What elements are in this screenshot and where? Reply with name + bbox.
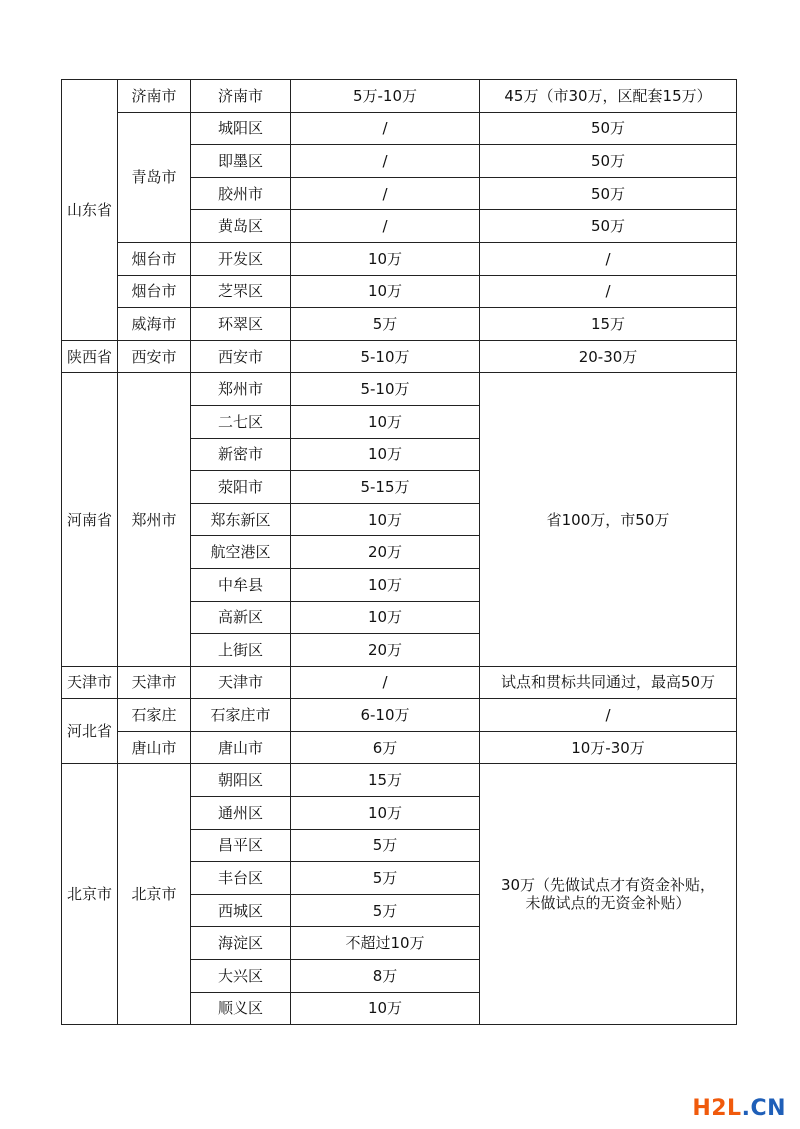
district-cell: 开发区 (191, 242, 291, 275)
district-cell: 西城区 (191, 894, 291, 927)
enterprise-subsidy-cell: 8万 (291, 960, 480, 993)
district-cell: 朝阳区 (191, 764, 291, 797)
district-cell: 环翠区 (191, 308, 291, 341)
district-cell: 中牟县 (191, 568, 291, 601)
enterprise-subsidy-cell: 5-10万 (291, 373, 480, 406)
table-row (62, 340, 737, 373)
pilot-subsidy-cell: / (480, 275, 737, 308)
enterprise-subsidy-cell: 10万 (291, 568, 480, 601)
table-row (62, 80, 737, 113)
district-cell: 郑东新区 (191, 503, 291, 536)
district-cell: 上街区 (191, 634, 291, 667)
district-cell: 胶州市 (191, 177, 291, 210)
enterprise-subsidy-cell: 10万 (291, 405, 480, 438)
enterprise-subsidy-cell: 5万 (291, 308, 480, 341)
table-row (62, 275, 737, 308)
pilot-subsidy-cell: 50万 (480, 112, 737, 145)
district-cell: 昌平区 (191, 829, 291, 862)
table-row (62, 308, 737, 341)
district-cell: 二七区 (191, 405, 291, 438)
enterprise-subsidy-cell: 10万 (291, 992, 480, 1025)
table-row (62, 731, 737, 764)
city-cell: 天津市 (118, 666, 191, 699)
table-row (62, 112, 737, 145)
table-row (62, 242, 737, 275)
province-cell: 河北省 (62, 699, 118, 764)
province-cell: 北京市 (62, 764, 118, 1025)
enterprise-subsidy-cell: 15万 (291, 764, 480, 797)
enterprise-subsidy-cell: 10万 (291, 503, 480, 536)
district-cell: 天津市 (191, 666, 291, 699)
enterprise-subsidy-cell: / (291, 112, 480, 145)
district-cell: 航空港区 (191, 536, 291, 569)
enterprise-subsidy-cell: 10万 (291, 601, 480, 634)
city-cell: 烟台市 (118, 275, 191, 308)
enterprise-subsidy-cell: 5万-10万 (291, 80, 480, 113)
district-cell: 丰台区 (191, 862, 291, 895)
district-cell: 唐山市 (191, 731, 291, 764)
district-cell: 新密市 (191, 438, 291, 471)
table-row (62, 764, 737, 797)
pilot-subsidy-cell: / (480, 699, 737, 732)
city-cell: 郑州市 (118, 373, 191, 666)
province-cell: 山东省 (62, 80, 118, 341)
enterprise-subsidy-cell: 5万 (291, 894, 480, 927)
enterprise-subsidy-cell: 5-10万 (291, 340, 480, 373)
pilot-subsidy-cell (480, 764, 737, 1025)
pilot-subsidy-line: 未做试点的无资金补贴） (525, 894, 691, 913)
district-cell: 石家庄市 (191, 699, 291, 732)
enterprise-subsidy-cell: 20万 (291, 536, 480, 569)
district-cell: 芝罘区 (191, 275, 291, 308)
watermark-dot: . (741, 1096, 751, 1121)
enterprise-subsidy-cell: 20万 (291, 634, 480, 667)
city-cell: 北京市 (118, 764, 191, 1025)
enterprise-subsidy-cell: 5-15万 (291, 471, 480, 504)
city-cell: 烟台市 (118, 242, 191, 275)
pilot-subsidy-cell: 45万（市30万，区配套15万） (480, 80, 737, 113)
district-cell: 西安市 (191, 340, 291, 373)
enterprise-subsidy-cell: 5万 (291, 862, 480, 895)
city-cell: 石家庄 (118, 699, 191, 732)
table-row (62, 666, 737, 699)
district-cell: 海淀区 (191, 927, 291, 960)
enterprise-subsidy-cell: 6万 (291, 731, 480, 764)
pilot-subsidy-cell: 10万-30万 (480, 731, 737, 764)
city-cell: 济南市 (118, 80, 191, 113)
pilot-subsidy-cell: 15万 (480, 308, 737, 341)
pilot-subsidy-cell: 50万 (480, 145, 737, 178)
table-row (62, 373, 737, 406)
district-cell: 城阳区 (191, 112, 291, 145)
pilot-subsidy-cell: / (480, 242, 737, 275)
enterprise-subsidy-cell: / (291, 666, 480, 699)
watermark-tld: CN (750, 1096, 786, 1121)
city-cell: 唐山市 (118, 731, 191, 764)
province-cell: 河南省 (62, 373, 118, 666)
watermark-brand: H2L (692, 1096, 742, 1121)
district-cell: 通州区 (191, 797, 291, 830)
pilot-subsidy-cell: 20-30万 (480, 340, 737, 373)
district-cell: 大兴区 (191, 960, 291, 993)
enterprise-subsidy-cell: / (291, 177, 480, 210)
city-cell: 西安市 (118, 340, 191, 373)
city-cell: 青岛市 (118, 112, 191, 242)
city-cell: 威海市 (118, 308, 191, 341)
site-watermark (692, 1096, 786, 1121)
enterprise-subsidy-cell: 5万 (291, 829, 480, 862)
district-cell: 即墨区 (191, 145, 291, 178)
enterprise-subsidy-cell: 10万 (291, 438, 480, 471)
province-cell: 陕西省 (62, 340, 118, 373)
enterprise-subsidy-cell: 10万 (291, 797, 480, 830)
province-cell: 天津市 (62, 666, 118, 699)
subsidy-table (61, 79, 737, 1025)
district-cell: 黄岛区 (191, 210, 291, 243)
district-cell: 郑州市 (191, 373, 291, 406)
enterprise-subsidy-cell: / (291, 210, 480, 243)
enterprise-subsidy-cell: / (291, 145, 480, 178)
pilot-subsidy-cell: 50万 (480, 177, 737, 210)
enterprise-subsidy-cell: 10万 (291, 242, 480, 275)
district-cell: 荥阳市 (191, 471, 291, 504)
table-row (62, 699, 737, 732)
pilot-subsidy-line: 30万（先做试点才有资金补贴， (500, 876, 716, 895)
district-cell: 济南市 (191, 80, 291, 113)
enterprise-subsidy-cell: 6-10万 (291, 699, 480, 732)
pilot-subsidy-cell: 试点和贯标共同通过，最高50万 (480, 666, 737, 699)
district-cell: 顺义区 (191, 992, 291, 1025)
pilot-subsidy-cell: 50万 (480, 210, 737, 243)
district-cell: 高新区 (191, 601, 291, 634)
pilot-subsidy-cell: 省100万，市50万 (480, 373, 737, 666)
enterprise-subsidy-cell: 不超过10万 (291, 927, 480, 960)
enterprise-subsidy-cell: 10万 (291, 275, 480, 308)
